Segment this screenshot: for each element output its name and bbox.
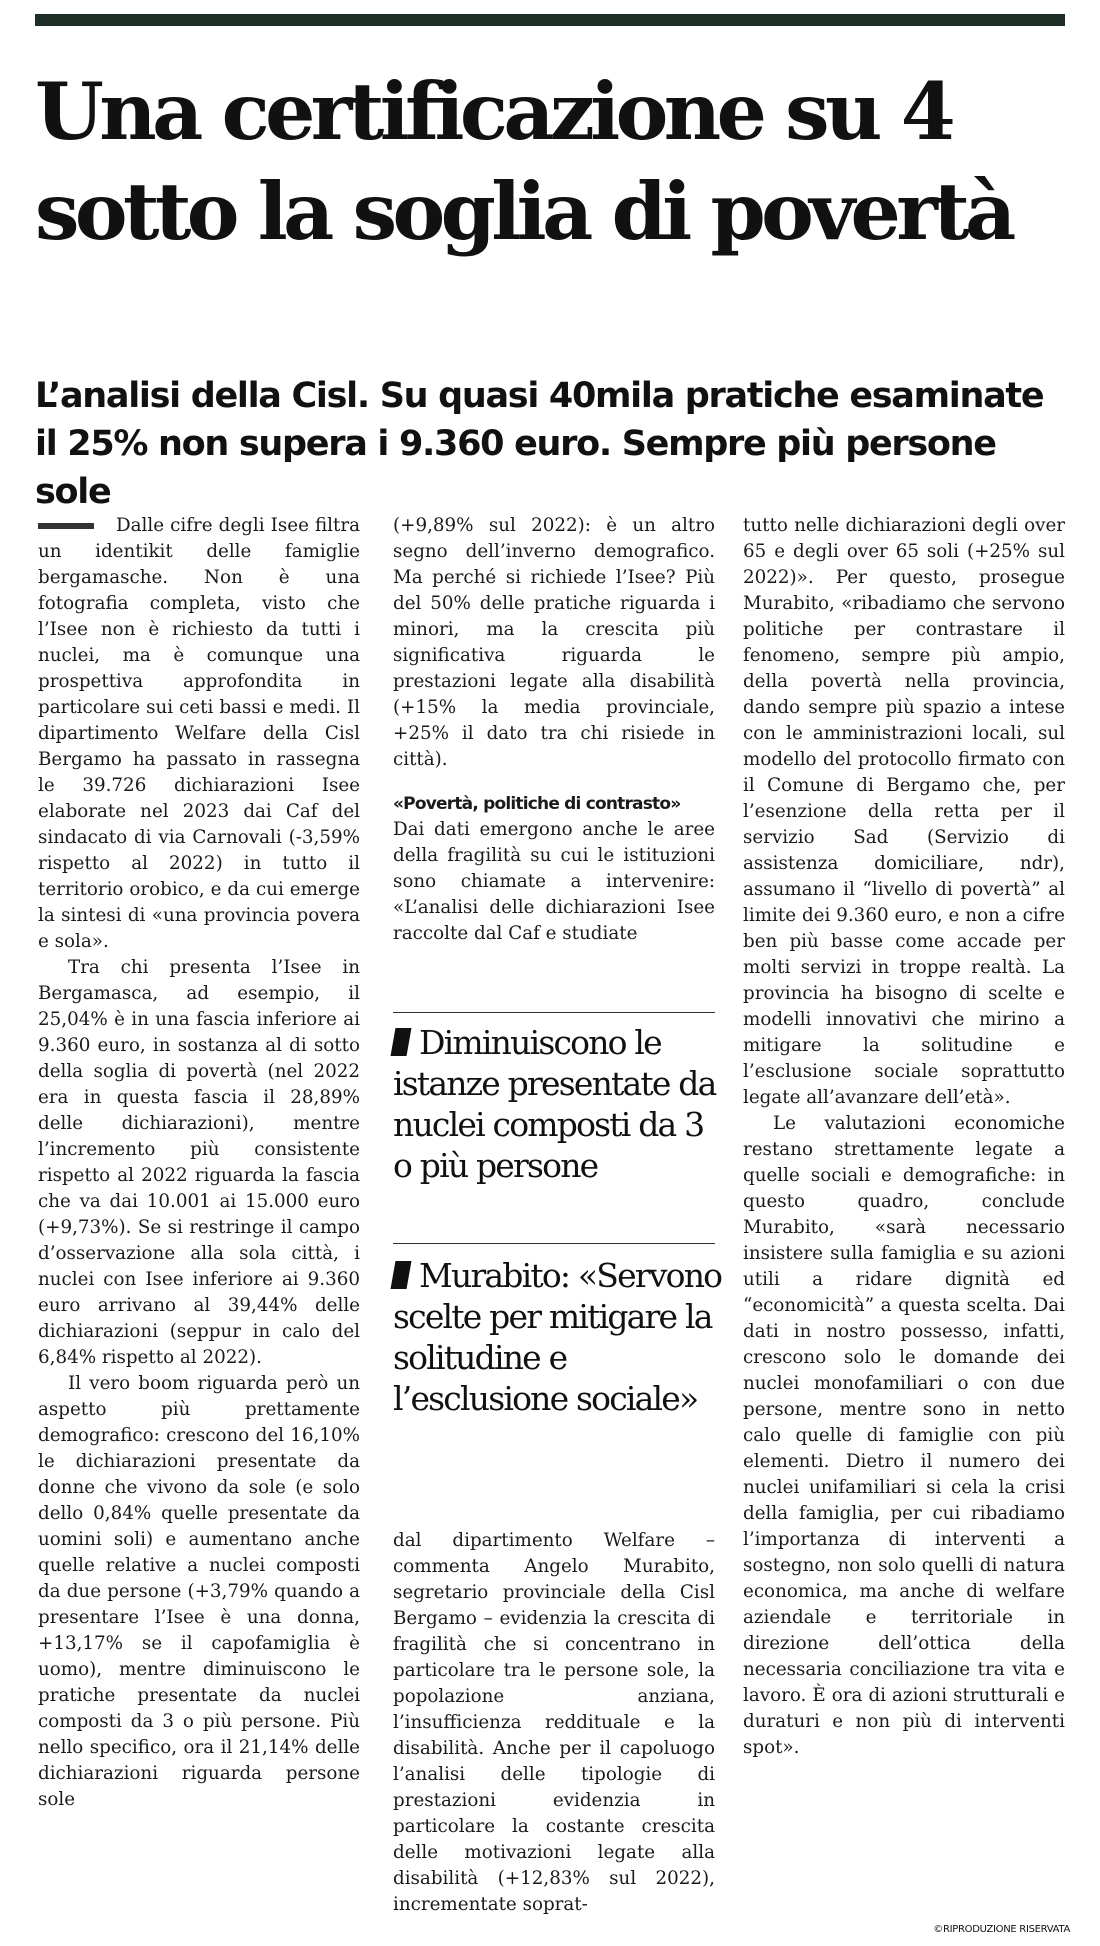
paragraph-text: Dalle cifre degli Isee filtra un identikit delle famiglie bergamasche. Non è una fotografia completa, visto che l’Isee non è richiesto da tutti i nuclei, ma è comunque una prospettiva approfondita in particolare sui ceti bassi e medi. Il dipartimento Welfare della Cisl Bergamo ha passato in rassegna le 39.726 dichiarazioni Isee elaborate nel 2023 dai Caf del sindacato di via Carnovali (-3,59% rispetto al 2022) in tutto il territorio orobico, e da cui emerge la sintesi di «una provincia povera e sola».: [38, 515, 360, 952]
article-column-1: [38, 513, 360, 1813]
copyright-notice: ©RIPRODUZIONE RISERVATA: [933, 1924, 1070, 1935]
article-column-2-bottom: [393, 1528, 715, 1918]
pullquote-rule: [393, 1012, 715, 1013]
article-subhead: [35, 372, 1075, 516]
paragraph: tutto nelle dichiarazioni degli over 65 e degli over 65 soli (+25% sul 2022)». Per questo, prosegue Murabito, «ribadiamo che servono politiche per contrastare il fenomeno, sempre più ampio, della povertà nella provincia, dando sempre più spazio a intese con le amministrazioni locali, sul modello del protocollo firmato con il Comune di Bergamo che, per l’esenzione della retta per il servizio Sad (Servizio di assistenza domiciliare, ndr), assumano il “livello di povertà” al limite dei 9.360 euro, e non a cifre ben più basse come accade per molti servizi in troppe realtà. La provincia ha bisogno di scelte e modelli innovativi che mirino a mitigare la solitudine e l’esclusione sociale soprattutto legate all’avanzare dell’età».: [743, 515, 1065, 1108]
paragraph: [38, 513, 360, 955]
subhead-text: Su quasi 40mila pratiche esaminate il 25% non supera i 9.360 euro. Sempre più persone sole: [35, 376, 1044, 512]
subhead-lead: L’analisi della Cisl.: [35, 376, 369, 416]
pullquote-text: Murabito: «Servono scelte per mitigare la solitudine e l’esclusione sociale»: [393, 1256, 722, 1418]
top-rule: [35, 14, 1065, 26]
pullquote-marker: [391, 1028, 412, 1056]
paragraph: Il vero boom riguarda però un aspetto più prettamente demografico: crescono del 16,10% le dichiarazioni presentate da donne che vivono da sole (e solo dello 0,84% quelle presentate da uomini soli) e aumentano anche quelle relative a nuclei composti da due persone (+3,79% quando a presentare l’Isee è una donna, +13,17% se il capofamiglia è uomo), mentre diminuiscono le pratiche presentate da nuclei composti da 3 o più persone. Più nello specifico, ora il 21,14% delle dichiarazioni riguarda persone sole: [38, 1373, 360, 1810]
paragraph: Le valutazioni economiche restano strettamente legate a quelle sociali e demografiche: in questo quadro, conclude Murabito, «sarà necessario insistere sulla famiglia e su azioni utili a ridare dignità ed “economicità” a questa scelta. Dai dati in nostro possesso, infatti, crescono solo le domande dei nuclei monofamiliari o con due persone, mentre sono in netto calo quelle di famiglie con più elementi. Dietro il numero dei nuclei unifamiliari si cela la crisi della famiglia, per cui ribadiamo l’importanza di interventi a sostegno, non solo quelli di natura economica, ma anche di welfare aziendale e territoriale in direzione dell’ottica della necessaria conciliazione tra vita e lavoro. È ora di azioni strutturali e duraturi e non più di interventi spot».: [743, 1113, 1065, 1758]
pullquote-2: [393, 1255, 723, 1419]
pullquote-rule: [393, 1243, 715, 1244]
paragraph: Dai dati emergono anche le aree della fragilità su cui le istituzioni sono chiamate a intervenire: «L’analisi delle dichiarazioni Isee raccolte dal Caf e studiate: [393, 819, 715, 944]
article-headline: Una certificazione su 4 sotto la soglia di povertà: [35, 65, 1012, 258]
pullquote-1: [393, 1022, 723, 1186]
section-heading: «Povertà, politiche di contrasto»: [393, 794, 681, 814]
pullquote-marker: [391, 1261, 412, 1289]
paragraph: (+9,89% sul 2022): è un altro segno dell’inverno demografico. Ma perché si richiede l’Isee? Più del 50% delle pratiche riguarda i minori, ma la crescita più significativa riguarda le prestazioni legate alla disabilità (+15% la media provinciale, +25% il dato tra chi risiede in città).: [393, 515, 715, 770]
article-column-3: [743, 513, 1065, 1761]
paragraph: dal dipartimento Welfare – commenta Angelo Murabito, segretario provinciale della Cisl Bergamo – evidenzia la crescita di fragilità che si concentrano in particolare tra le persone sole, la popolazione anziana, l’insufficienza reddituale e la disabilità. Anche per il capoluogo l’analisi delle tipologie di prestazioni evidenzia in particolare la costante crescita delle motivazioni legate alla disabilità (+12,83% sul 2022), incrementate soprat-: [393, 1530, 715, 1915]
paragraph: Tra chi presenta l’Isee in Bergamasca, ad esempio, il 25,04% è in una fascia inferiore ai 9.360 euro, in sostanza al di sotto della soglia di povertà (nel 2022 era in questa fascia il 28,89% delle dichiarazioni), mentre l’incremento più consistente rispetto al 2022 riguarda la fascia che va dai 10.001 ai 15.000 euro (+9,73%). Se si restringe il campo d’osservazione alla sola città, i nuclei con Isee inferiore ai 9.360 euro arrivano al 39,44% delle dichiarazioni (seppur in calo del 6,84% rispetto al 2022).: [38, 957, 360, 1368]
pullquote-text: Diminuiscono le istanze presentate da nuclei composti da 3 o più persone: [393, 1023, 716, 1185]
paragraph-start-bar: [38, 523, 94, 529]
article-column-2-top: [393, 513, 715, 947]
